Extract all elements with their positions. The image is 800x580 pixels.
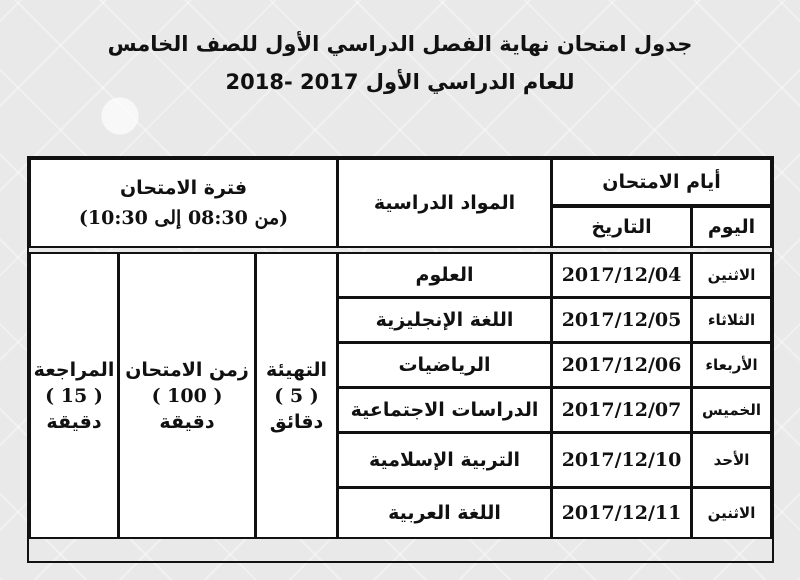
exam-minutes: ( 100 ) (151, 384, 223, 407)
page-title: جدول امتحان نهاية الفصل الدراسي الأول للصف الخامس (107, 32, 693, 56)
row-3-date: 2017/12/06 (551, 342, 692, 388)
row-1-day: الاثنين (691, 252, 772, 298)
row-5-day: الأحد (691, 432, 772, 488)
row-5-date: 2017/12/10 (551, 432, 692, 488)
exam-time-cell (118, 252, 256, 539)
page-subtitle: للعام الدراسي الأول 2017 -2018 (225, 70, 575, 94)
period-title: فترة الامتحان (119, 177, 248, 199)
prep-minutes: ( 5 ) (274, 384, 319, 407)
header-exam-days: أيام الامتحان (551, 158, 772, 206)
row-2-date: 2017/12/05 (551, 297, 692, 343)
prep-time-cell (255, 252, 338, 539)
row-2-subject: اللغة الإنجليزية (337, 297, 552, 343)
row-1-subject: العلوم (337, 252, 552, 298)
review-time-cell (29, 252, 119, 539)
header-exam-period (29, 158, 338, 248)
row-3-day: الأربعاء (691, 342, 772, 388)
row-1-date: 2017/12/04 (551, 252, 692, 298)
row-5-subject: التربية الإسلامية (337, 432, 552, 488)
row-6-date: 2017/12/11 (551, 487, 692, 539)
row-4-day: الخميس (691, 387, 772, 433)
review-label: المراجعة (33, 358, 115, 381)
row-3-subject: الرياضيات (337, 342, 552, 388)
exam-label: زمن الامتحان (125, 358, 249, 381)
review-minutes: ( 15 ) (45, 384, 103, 407)
header-date: التاريخ (551, 206, 692, 248)
row-6-day: الاثنين (691, 487, 772, 539)
row-2-day: الثلاثاء (691, 297, 772, 343)
prep-label: التهيئة (266, 358, 327, 381)
row-4-date: 2017/12/07 (551, 387, 692, 433)
period-range: (من 08:30 إلى 10:30) (78, 207, 289, 229)
prep-unit: دقائق (269, 410, 324, 433)
row-6-subject: اللغة العربية (337, 487, 552, 539)
review-unit: دقيقة (46, 410, 102, 433)
header-day: اليوم (691, 206, 772, 248)
exam-unit: دقيقة (159, 410, 215, 433)
header-subjects: المواد الدراسية (337, 158, 552, 248)
row-4-subject: الدراسات الاجتماعية (337, 387, 552, 433)
